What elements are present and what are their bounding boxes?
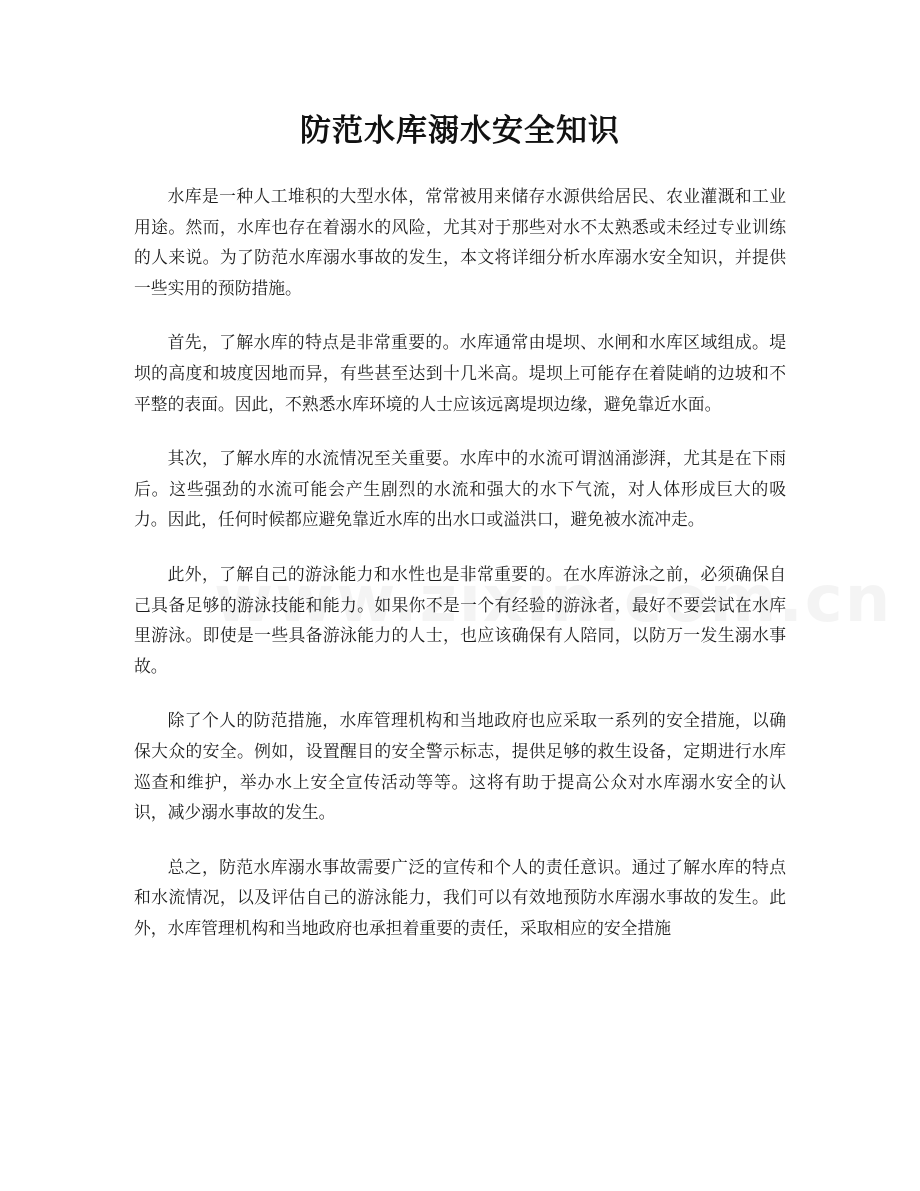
paragraph-intro: 水库是一种人工堆积的大型水体，常常被用来储存水源供给居民、农业灌溉和工业用途。然而，水库也存在着溺水的风险，尤其对于那些对水不太熟悉或未经过专业训练的人来说。为了防范水库溺水事故的发生，本文将详细分析水库溺水安全知识，并提供一些实用的预防措施。 [134,186,786,298]
paragraph-reservoir-features: 首先，了解水库的特点是非常重要的。水库通常由堤坝、水闸和水库区域组成。堤坝的高度和坡度因地而异，有些甚至达到十几米高。堤坝上可能存在着陡峭的边坡和不平整的表面。因此，不熟悉水库环境的人士应该远离堤坝边缘，避免靠近水面。 [134,332,786,414]
document-body [134,181,786,967]
paragraph-management-measures: 除了个人的防范措施，水库管理机构和当地政府也应采取一系列的安全措施，以确保大众的安全。例如，设置醒目的安全警示标志，提供足够的救生设备，定期进行水库巡查和维护，举办水上安全宣传活动等等。这将有助于提高公众对水库溺水安全的认识，减少溺水事故的发生。 [134,710,786,823]
paragraph-conclusion: 总之，防范水库溺水事故需要广泛的宣传和个人的责任意识。通过了解水库的特点和水流情况，以及评估自己的游泳能力，我们可以有效地预防水库溺水事故的发生。此外，水库管理机构和当地政府也承担着重要的责任，采取相应的安全措施 [134,856,786,938]
page-title: 防范水库溺水安全知识 [300,113,620,149]
paragraph-water-flow: 其次，了解水库的水流情况至关重要。水库中的水流可谓汹涌澎湃，尤其是在下雨后。这些强劲的水流可能会产生剧烈的水流和强大的水下气流，对人体形成巨大的吸力。因此，任何时候都应避免靠近水库的出水口或溢洪口，避免被水流冲走。 [134,448,786,530]
paragraph-swimming-ability: 此外，了解自己的游泳能力和水性也是非常重要的。在水库游泳之前，必须确保自己具备足够的游泳技能和能力。如果你不是一个有经验的游泳者，最好不要尝试在水库里游泳。即使是一些具备游泳能力的人士，也应该确保有人陪同，以防万一发生溺水事故。 [134,563,786,676]
